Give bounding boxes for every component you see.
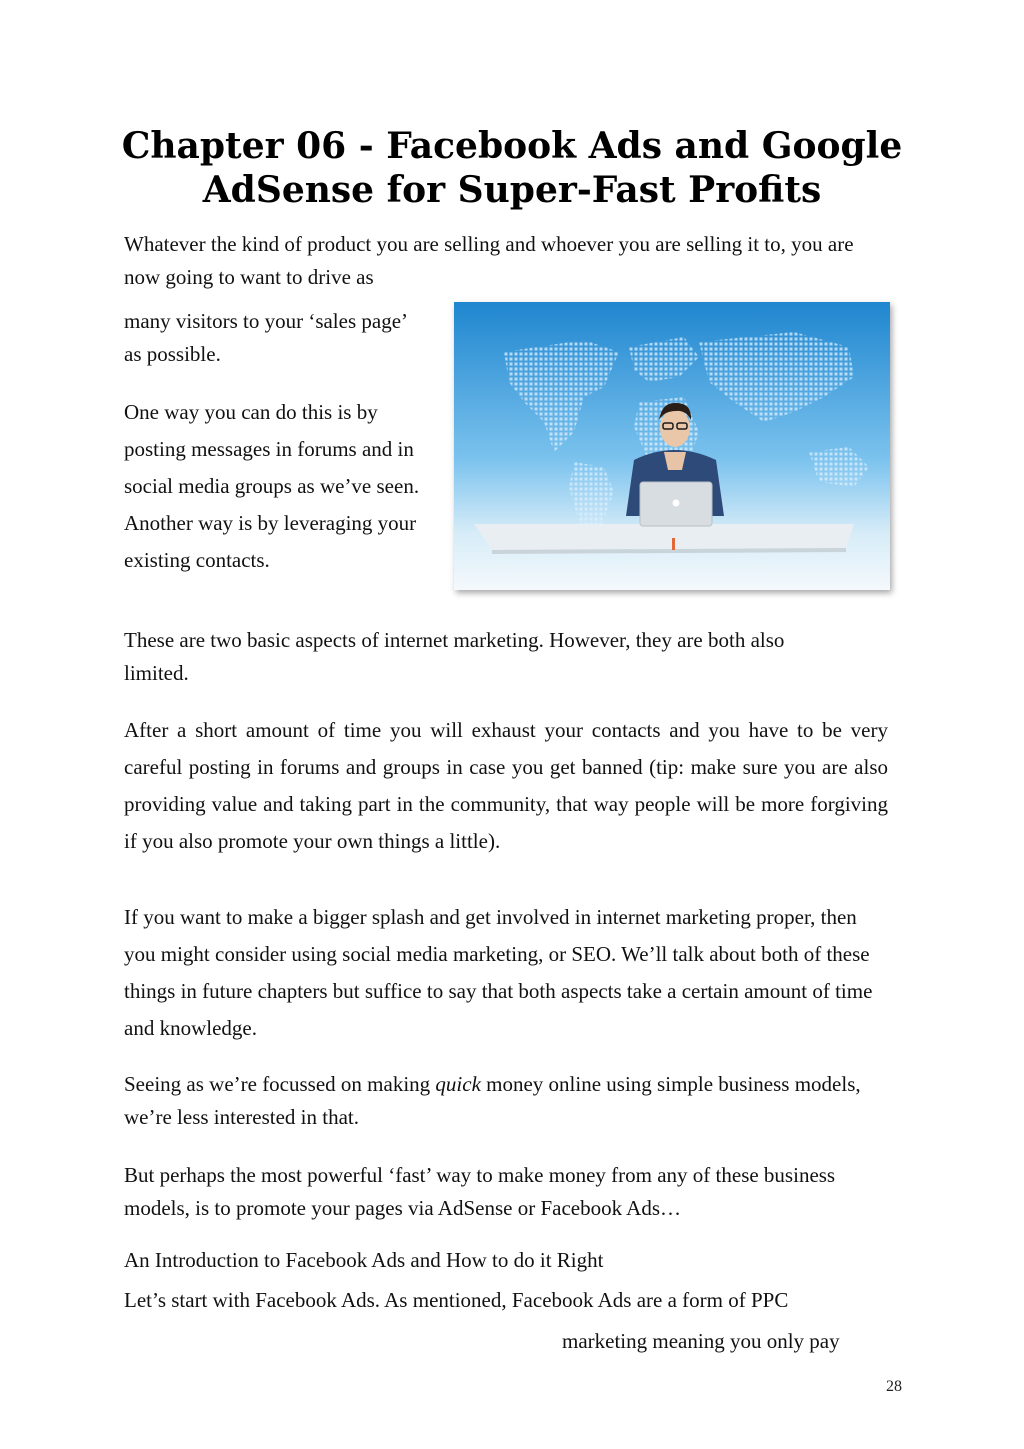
- side-paragraph-2: One way you can do this is by posting messages in forums and in social media groups as we’ve seen. Another way is by leveraging your existing contacts.: [124, 400, 420, 572]
- fast-way-paragraph: But perhaps the most powerful ‘fast’ way to make money from any of these business models, is to promote your pages via AdSense or Facebook Ads…: [124, 1163, 836, 1220]
- facebook-ads-start-paragraph: Let’s start with Facebook Ads. As mentioned, Facebook Ads are a form of PPC: [124, 1288, 789, 1312]
- exhaust-contacts-paragraph: After a short amount of time you will exhaust your contacts and you have to be very careful posting in forums and groups in case you get banned (tip: make sure you are also providing value and taking part in the community, that way people will be more forgiving if you also promote your own things a little).: [124, 718, 888, 853]
- bigger-splash-paragraph: If you want to make a bigger splash and get involved in internet marketing proper, then you might consider using social media marketing, or SEO. We’ll talk about both of these things in future chapters but suffice to say that both aspects take a certain amount of time and knowledge.: [124, 905, 873, 1040]
- quick-money-text-2: money online using simple business models, we’re less interested in that.: [124, 1072, 861, 1129]
- chapter-title-line-1: Chapter 06 - Facebook Ads and Google: [121, 125, 903, 167]
- chapter-title: [100, 124, 924, 212]
- facebook-ads-subheading: An Introduction to Facebook Ads and How to do it Right: [124, 1248, 604, 1272]
- intro-paragraph: Whatever the kind of product you are selling and whoever you are selling it to, you are now going to want to drive as: [124, 232, 854, 289]
- quick-money-text-1: Seeing as we’re focussed on making: [124, 1072, 436, 1096]
- page-number: 28: [886, 1378, 902, 1395]
- chapter-title-line-2: AdSense for Super-Fast Profits: [202, 169, 822, 211]
- quick-money-paragraph: [124, 1068, 864, 1134]
- man-at-laptop-photo: [454, 302, 890, 590]
- basic-aspects-paragraph: These are two basic aspects of internet marketing. However, they are both also limited.: [124, 628, 785, 685]
- quick-emphasis: quick: [435, 1072, 481, 1096]
- facebook-ads-continued-text: marketing meaning you only pay: [562, 1329, 840, 1353]
- side-paragraph-1: many visitors to your ‘sales page’ as possible.: [124, 309, 407, 366]
